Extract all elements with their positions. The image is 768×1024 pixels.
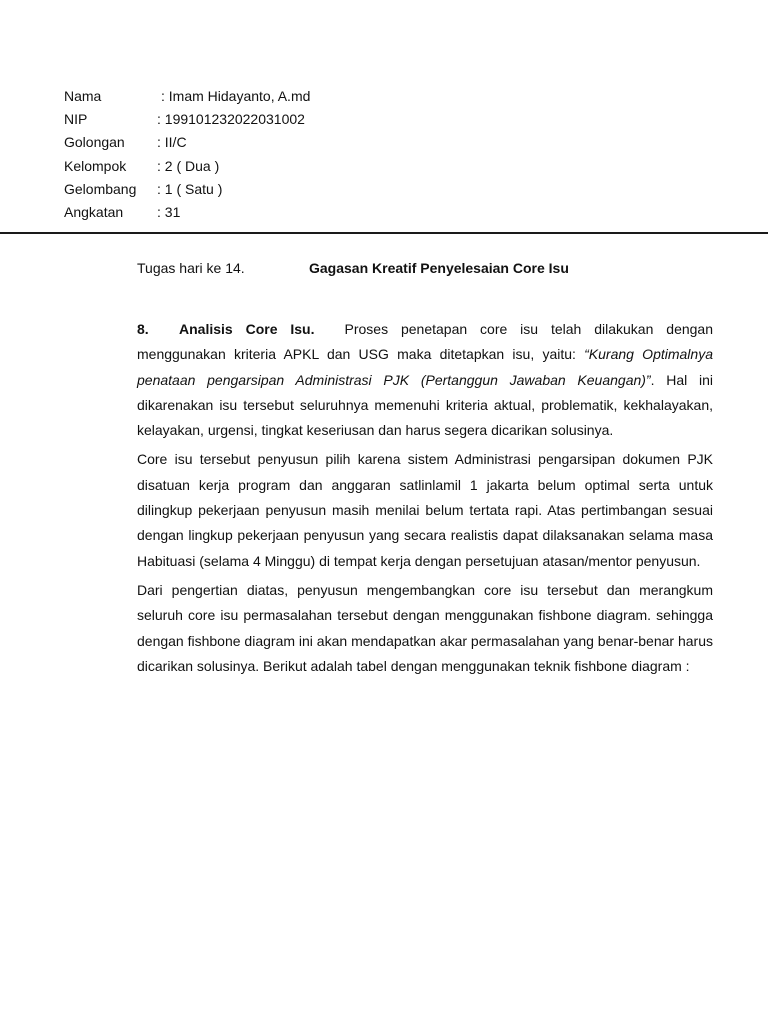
paragraph-2: Core isu tersebut penyusun pilih karena sistem Administrasi pengarsipan dokumen PJK disatuan kerja program dan anggaran satlinlamil 1 jakarta belum optimal serta untuk dilingkup pekerjaan penyusun masih menilai belum tertata rapi. Atas pertimbangan sesuai dengan lingkup pekerjaan penyusun yang secara realistis dapat dilaksanakan selama masa Habituasi (selama 4 Minggu) di tempat kerja dengan persetujuan atasan/mentor penyusun. (137, 451, 713, 569)
identity-value: : 31 (157, 204, 181, 221)
identity-value: : Imam Hidayanto, A.md (161, 88, 311, 104)
identity-block (64, 85, 310, 224)
section-number: 8. (137, 321, 149, 337)
identity-value: : 199101232022031002 (157, 111, 305, 128)
identity-row-angkatan (64, 201, 310, 224)
core-issue-quote: “Kurang Optimalnya penataan pengarsipan Administrasi PJK (Pertanggun Jawaban Keuangan)” (137, 346, 713, 388)
task-title: Gagasan Kreatif Penyelesaian Core Isu (309, 260, 569, 276)
task-label: Tugas hari ke 14. (137, 260, 245, 276)
document-body (137, 317, 713, 683)
identity-value: : 2 ( Dua ) (157, 157, 220, 174)
paragraph-3: Dari pengertian diatas, penyusun mengembangkan core isu tersebut dan merangkum seluruh core isu permasalahan tersebut dengan menggunakan fishbone diagram. sehingga dengan fishbone diagram ini akan mendapatkan akar permasalahan yang benar-benar harus dicarikan solusinya. Berikut adalah tabel dengan menggunakan teknik fishbone diagram : (137, 581, 713, 674)
identity-row-nama (64, 85, 310, 108)
identity-row-nip (64, 108, 310, 131)
horizontal-divider (0, 232, 768, 234)
identity-label: NIP (64, 111, 88, 128)
identity-label: Kelompok (64, 157, 127, 174)
paragraph-1-start: Proses penetapan core isu telah dilakukan dengan menggunakan kriteria APKL dan USG maka ditetapkan isu, yaitu: (137, 321, 713, 363)
identity-value: : 1 ( Satu ) (157, 180, 223, 197)
identity-row-golongan (64, 131, 310, 154)
identity-label: Angkatan (64, 204, 124, 221)
paragraph-1 (137, 317, 713, 443)
identity-value: : II/C (157, 134, 187, 151)
task-heading (137, 260, 717, 276)
identity-label: Golongan (64, 134, 125, 151)
identity-label: Gelombang (64, 180, 137, 197)
identity-row-kelompok (64, 155, 310, 178)
identity-row-gelombang (64, 178, 310, 201)
paragraph-1-end: . Hal ini dikarenakan isu tersebut seluruhnya memenuhi kriteria aktual, problematik, kekhalayakan, kelayakan, urgensi, tingkat keseriusan dan harus segera dicarikan solusinya. (137, 371, 714, 439)
section-title: Analisis Core Isu. (179, 321, 315, 337)
identity-label: Nama (64, 88, 102, 104)
